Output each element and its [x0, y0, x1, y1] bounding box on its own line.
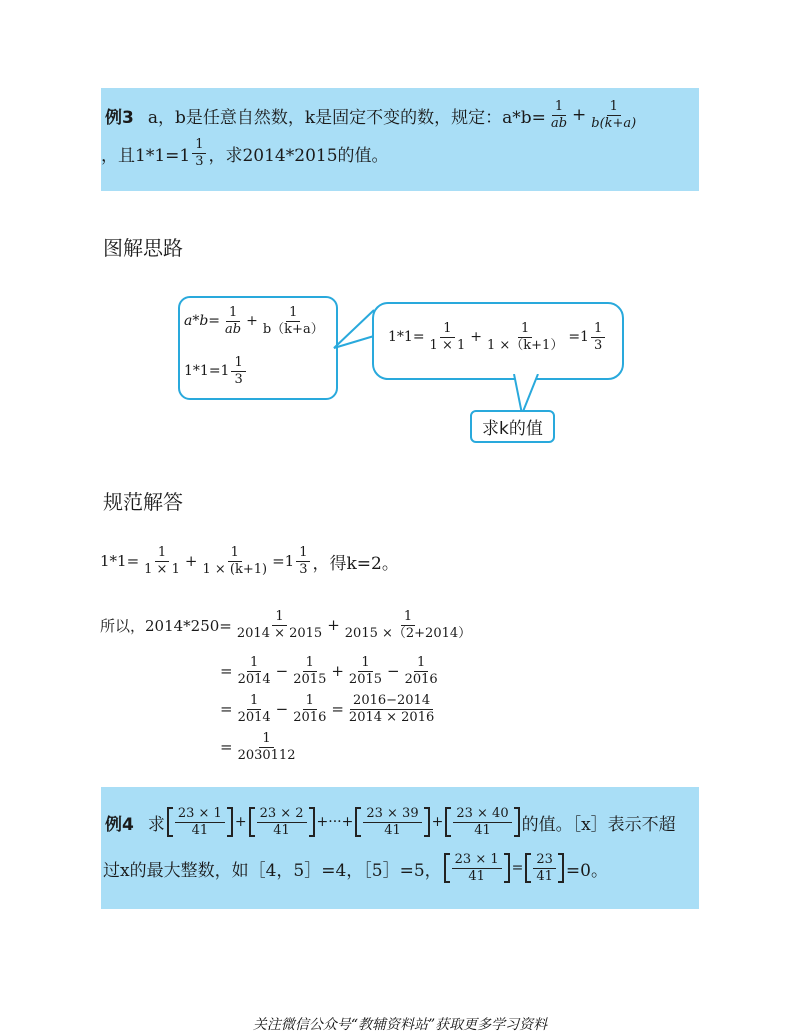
fraction-numerator: 23 — [533, 853, 556, 869]
fraction-numerator: 23 × 2 — [257, 807, 307, 823]
fraction-numerator: 1 — [272, 610, 286, 626]
diagram-right-bubble — [372, 302, 624, 380]
fraction-denominator: 2014 — [237, 671, 271, 687]
fraction-numerator: 23 × 1 — [175, 807, 225, 823]
fraction — [235, 732, 299, 762]
fraction-denominator: ab — [550, 115, 568, 131]
solution-line-3 — [220, 656, 443, 686]
example-4-line-2 — [103, 853, 608, 883]
diagram-right-fraction-2 — [484, 322, 566, 352]
plus-sign: + — [572, 105, 587, 126]
fraction-numerator: 1 — [296, 546, 310, 562]
example-3-line-2 — [101, 138, 389, 168]
fraction — [452, 853, 502, 883]
fraction-denominator: 2015 ×（2+2014） — [344, 625, 472, 641]
diagram-left-equation: 1*1=1 — [184, 363, 230, 380]
fraction — [257, 807, 307, 837]
solution-fraction-1 — [141, 546, 183, 576]
fraction-numerator: 23 × 39 — [363, 807, 421, 823]
fraction-denominator: 3 — [299, 561, 308, 577]
diagram-left-fraction-2 — [260, 306, 327, 336]
fraction-numerator: 23 × 40 — [453, 807, 511, 823]
equals-sign: =1 — [272, 552, 295, 571]
fraction-denominator: b（k+a） — [262, 321, 324, 337]
fraction-numerator: 1 — [591, 322, 605, 338]
fraction-denominator: 2014 × 2016 — [348, 709, 435, 725]
example-4-text-3: =0。 — [565, 860, 608, 881]
floor-bracket — [525, 853, 564, 883]
fraction-numerator: 1 — [303, 694, 317, 710]
fraction-denominator: 1 × (k+1) — [202, 561, 268, 577]
plus-sign: + — [470, 329, 482, 346]
fraction-denominator: 1 × 1 — [429, 337, 466, 353]
fraction-numerator: 1 — [192, 138, 206, 154]
fraction-denominator: 41 — [191, 822, 209, 838]
example-4-text-2: 过x的最大整数，如［4，5］=4，［5］=5， — [103, 860, 442, 881]
fraction-numerator: 2016−2014 — [350, 694, 433, 710]
example-4-line-1 — [105, 807, 676, 837]
solution-fraction-3 — [234, 610, 325, 640]
example-3-text-2: ，且1*1=1 — [101, 145, 191, 166]
example-3-text-3: ，求2014*2015的值。 — [208, 145, 389, 166]
floor-bracket — [167, 807, 233, 837]
minus-sign: − — [387, 662, 400, 681]
floor-bracket — [445, 807, 519, 837]
example-3-fraction-2 — [588, 100, 639, 130]
fraction-denominator: 2014 × 2015 — [236, 625, 323, 641]
solution-line-2-prefix: 所以，2014*250= — [100, 616, 232, 635]
minus-sign: − — [275, 700, 289, 719]
fraction-numerator: 1 — [226, 306, 240, 322]
footer-note: 关注微信公众号“教辅资料站”获取更多学习资料 — [252, 1017, 548, 1033]
fraction-denominator: 3 — [593, 337, 603, 353]
fraction-numerator: 1 — [414, 656, 428, 672]
diagram-left-fraction-1 — [222, 306, 244, 336]
fraction-denominator: 41 — [273, 822, 290, 838]
fraction-numerator: 1 — [228, 546, 242, 562]
section-heading-standard-solution: 规范解答 — [103, 490, 183, 514]
solution-line-1 — [100, 546, 399, 576]
solution-line-1-prefix: 1*1= — [100, 552, 140, 571]
example-4-box — [101, 787, 699, 909]
fraction — [235, 656, 274, 686]
fraction — [402, 656, 441, 686]
fraction-denominator: 3 — [234, 371, 243, 387]
fraction-numerator: 1 — [607, 100, 621, 116]
fraction-numerator: 23 × 1 — [452, 853, 502, 869]
diagram-right-mixed-fraction — [591, 322, 605, 352]
plus-sign: + — [331, 662, 344, 681]
example-3-fraction-1 — [548, 100, 570, 130]
plus-sign: + — [246, 313, 258, 330]
example-4-text-qiu: 求 — [147, 814, 165, 835]
diagram-left-bubble — [178, 296, 338, 400]
plus-sign: + — [327, 616, 340, 635]
solution-fraction-4 — [342, 610, 474, 640]
equals-sign: = — [511, 860, 524, 877]
plus-sign: + — [431, 814, 444, 831]
plus-sign: + — [184, 552, 198, 571]
solution-line-2 — [100, 610, 476, 640]
example-4-label: 例4 — [105, 814, 134, 835]
equals-sign: = — [220, 738, 233, 757]
fraction-denominator: 1 × 1 — [144, 561, 180, 577]
floor-bracket — [355, 807, 429, 837]
fraction-numerator: 1 — [286, 306, 300, 322]
diagram-left-line-2 — [184, 356, 248, 386]
fraction-denominator: 2016 — [293, 709, 327, 725]
equals-sign: =1 — [568, 329, 589, 346]
fraction — [453, 807, 511, 837]
fraction-denominator: 41 — [384, 822, 401, 838]
fraction-numerator: 1 — [518, 322, 532, 338]
diagram-left-mixed-fraction — [231, 356, 245, 386]
fraction — [290, 656, 329, 686]
fraction-numerator: 1 — [440, 322, 454, 338]
example-3-text-1: a，b是任意自然数，k是固定不变的数，规定：a*b= — [147, 107, 546, 128]
fraction-denominator: 2015 — [348, 671, 383, 687]
fraction-denominator: 41 — [474, 822, 491, 838]
fraction-denominator: 1 ×（k+1） — [486, 337, 564, 353]
floor-bracket — [249, 807, 315, 837]
fraction-denominator: 2030112 — [237, 747, 296, 763]
solution-fraction-2 — [199, 546, 270, 576]
diagram-right-fraction-1 — [427, 322, 469, 352]
fraction-denominator: 2014 — [237, 709, 271, 725]
fraction-numerator: 1 — [358, 656, 372, 672]
fraction-denominator: 41 — [536, 868, 553, 884]
diagram-right-prefix: 1*1= — [388, 329, 425, 346]
fraction-numerator: 1 — [247, 694, 261, 710]
equals-sign: = — [331, 700, 344, 719]
solution-line-5 — [220, 732, 300, 762]
fraction-denominator: 41 — [468, 868, 485, 884]
fraction — [290, 694, 329, 724]
example-3-line-1 — [105, 100, 641, 130]
example-3-label: 例3 — [105, 107, 134, 128]
plus-sign: + — [234, 814, 247, 831]
equals-sign: = — [220, 700, 233, 719]
fraction — [235, 694, 274, 724]
fraction-numerator: 1 — [231, 356, 245, 372]
example-4-text-1: 的值。［x］表示不超 — [521, 814, 676, 835]
diagram-right-line — [388, 322, 607, 352]
fraction — [346, 694, 437, 724]
solution-mixed-fraction — [296, 546, 310, 576]
fraction-numerator: 1 — [259, 732, 273, 748]
fraction — [363, 807, 421, 837]
fraction-denominator: b(k+a) — [591, 115, 637, 131]
example-3-mixed-fraction — [192, 138, 206, 168]
minus-sign: − — [275, 662, 289, 681]
example-3-box — [101, 88, 699, 191]
floor-bracket — [444, 853, 510, 883]
ellipsis-sum: +···+ — [316, 814, 354, 831]
diagram-left-prefix: a*b= — [184, 313, 221, 330]
fraction-numerator: 1 — [303, 656, 317, 672]
fraction-numerator: 1 — [552, 100, 566, 116]
find-k-tag: 求k的值 — [470, 410, 555, 443]
fraction-denominator: 2015 — [293, 671, 327, 687]
fraction-numerator: 1 — [247, 656, 261, 672]
diagram-left-line-1 — [184, 306, 329, 336]
equals-sign: = — [220, 662, 233, 681]
solution-line-1-suffix: ，得k=2。 — [312, 553, 399, 574]
fraction — [175, 807, 225, 837]
solution-line-4 — [220, 694, 439, 724]
fraction — [346, 656, 385, 686]
section-heading-illustrated-approach: 图解思路 — [103, 236, 183, 260]
fraction-numerator: 1 — [401, 610, 415, 626]
fraction-denominator: 3 — [195, 153, 204, 169]
fraction — [533, 853, 556, 883]
fraction-numerator: 1 — [155, 546, 169, 562]
fraction-denominator: ab — [225, 321, 242, 337]
fraction-denominator: 2016 — [404, 671, 438, 687]
